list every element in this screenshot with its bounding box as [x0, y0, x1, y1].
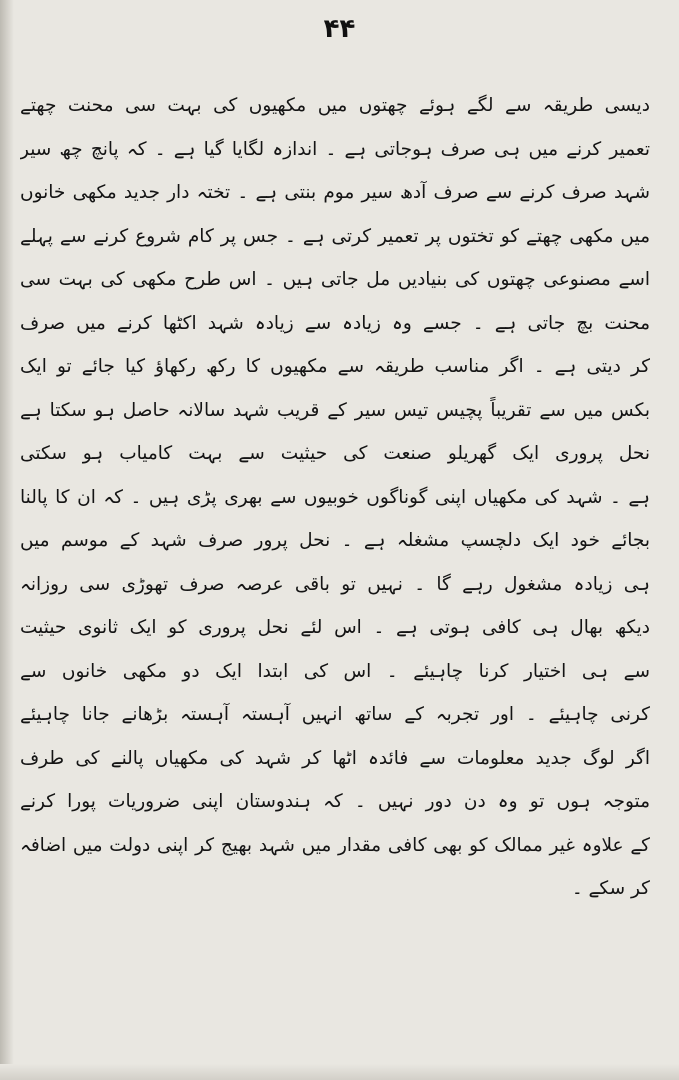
text-line: بکس میں سے تقریباً پچیس تیس سیر کے قریب شہد سالانہ حاصل ہو سکتا ہے — [20, 399, 650, 421]
page-edge-shadow — [0, 0, 14, 1080]
text-line: شہد صرف کرنے سے صرف آدھ سیر موم بنتی ہے ۔ تختہ دار جدید مکھی خانوں — [20, 182, 650, 203]
text-line: کے علاوہ غیر ممالک کو بھی کافی مقدار میں شہد بھیج کر اپنی دولت میں اضافہ — [20, 834, 650, 856]
text-line: محنت بچ جاتی ہے ۔ جسے وہ زیادہ سے زیادہ شہد اکٹھا کرنے میں صرف — [20, 312, 650, 334]
text-line: میں مکھی چھتے کو تختوں پر تعمیر کرتی ہے ۔ جس پر کام شروع کرنے سے پہلے — [20, 225, 650, 247]
text-line: اسے مصنوعی چھتوں کی بنیادیں مل جاتی ہیں ۔ اس طرح مکھی کی بہت سی — [20, 269, 650, 290]
text-line: نحل پروری ایک گھریلو صنعت کی حیثیت سے بہت کامیاب ہو سکتی — [20, 443, 650, 464]
text-line: اگر لوگ جدید معلومات سے فائدہ اٹھا کر شہد کی مکھیاں پالنے کی طرف — [20, 747, 650, 769]
text-line: بجائے خود ایک دلچسپ مشغلہ ہے ۔ نحل پرور صرف شہد کے موسم میں — [20, 530, 650, 551]
text-line: سے ہی اختیار کرنا چاہیئے ۔ اس کی ابتدا ایک دو مکھی خانوں سے — [20, 660, 650, 682]
page-number: ۴۴ — [323, 14, 356, 44]
text-line: دیکھ بھال ہی کافی ہوتی ہے ۔ اس لئے نحل پروری کو ایک ثانوی حیثیت — [20, 617, 650, 638]
page-bottom-shadow — [0, 1064, 679, 1080]
text-line: ہے ۔ شہد کی مکھیاں اپنی گوناگوں خوبیوں سے بھری پڑی ہیں ۔ کہ ان کا پالنا — [20, 486, 650, 508]
text-line: دیسی طریقہ سے لگے ہوئے چھتوں میں مکھیوں کی بہت سی محنت چھتے — [20, 95, 650, 116]
text-line: تعمیر کرنے میں ہی صرف ہوجاتی ہے ۔ اندازہ لگایا گیا ہے ۔ کہ پانچ چھ سیر — [20, 138, 650, 160]
text-line: کر دیتی ہے ۔ اگر مناسب طریقہ سے مکھیوں کا رکھ رکھاؤ کیا جائے تو ایک — [20, 356, 650, 377]
text-line: کرنی چاہیئے ۔ اور تجربہ کے ساتھ انہیں آہستہ آہستہ بڑھانے جانا چاہیئے — [20, 704, 650, 725]
text-line: ہی زیادہ مشغول رہے گا ۔ نہیں تو باقی عرصہ صرف تھوڑی سی روزانہ — [20, 573, 650, 595]
body-text — [20, 84, 650, 911]
text-line: متوجہ ہوں تو وہ دن دور نہیں ۔ کہ ہندوستان اپنی ضروریات پورا کرنے — [20, 791, 650, 812]
text-line: کر سکے ۔ — [571, 878, 650, 899]
